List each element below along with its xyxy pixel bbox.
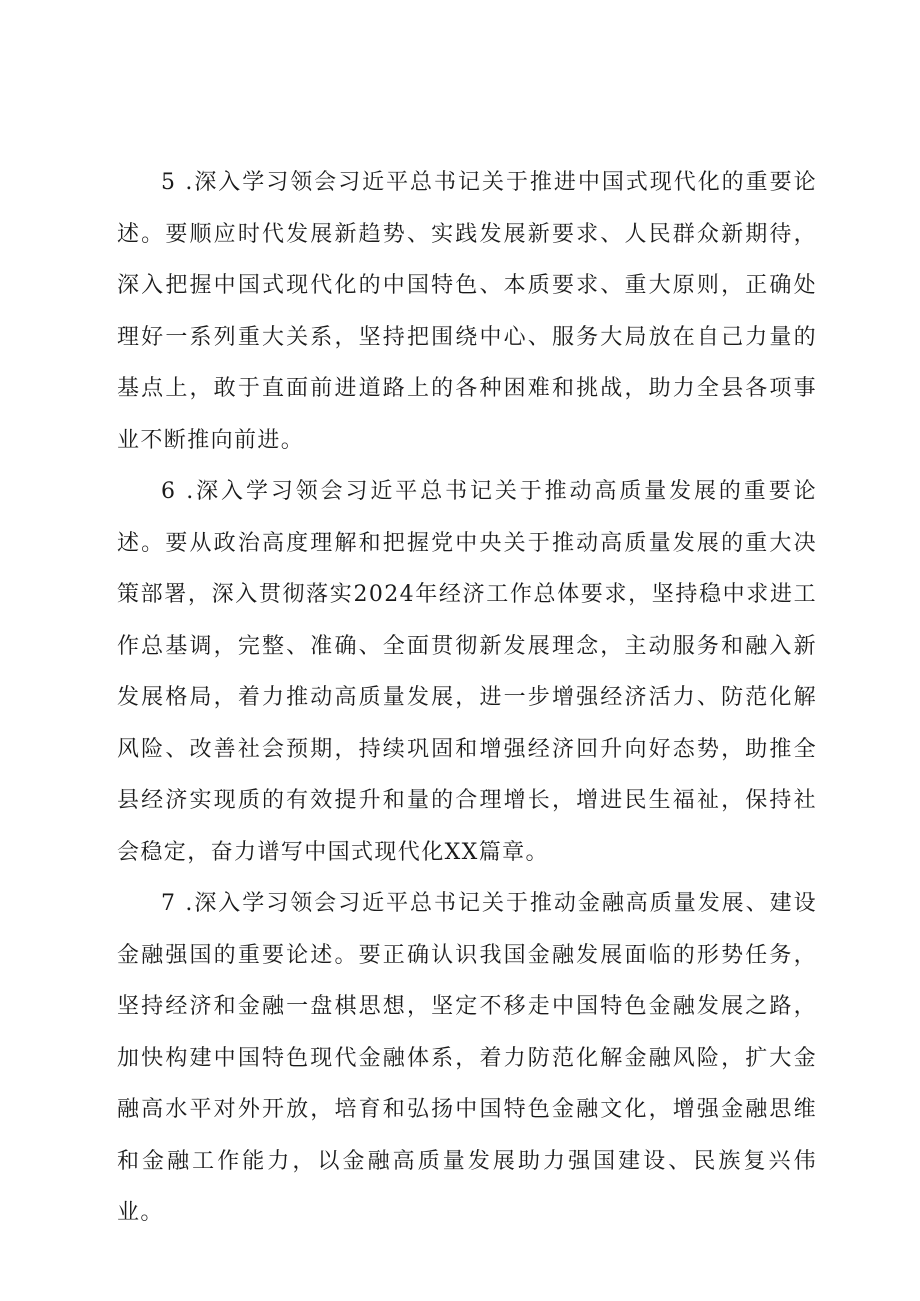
paragraph-6: 6 .深入学习领会习近平总书记关于推动高质量发展的重要论述。要从政治高度理解和把握党中央关于推动高质量发展的重大决策部署，深入贯彻落实2024年经济工作总体要求，坚持稳中求进工作总基调，完整、准确、全面贯彻新发展理念，主动服务和融入新发展格局，着力推动高质量发展，进一步增强经济活力、防范化解风险、改善社会预期，持续巩固和增强经济回升向好态势，助推全县经济实现质的有效提升和量的合理增长，增进民生福祉，保持社会稳定，奋力谱写中国式现代化XX篇章。 bbox=[117, 479, 817, 865]
paragraph-7: 7 .深入学习领会习近平总书记关于推动金融高质量发展、建设金融强国的重要论述。要正确认识我国金融发展面临的形势任务，坚持经济和金融一盘棋思想，坚定不移走中国特色金融发展之路，加快构建中国特色现代金融体系，着力防范化解金融风险，扩大金融高水平对外开放，培育和弘扬中国特色金融文化，增强金融思维和金融工作能力，以金融高质量发展助力强国建设、民族复兴伟业。 bbox=[117, 891, 817, 1225]
document-body bbox=[117, 157, 817, 1239]
paragraph-5: 5 .深入学习领会习近平总书记关于推进中国式现代化的重要论述。要顺应时代发展新趋势、实践发展新要求、人民群众新期待，深入把握中国式现代化的中国特色、本质要求、重大原则，正确处理好一系列重大关系，坚持把围绕中心、服务大局放在自己力量的基点上，敢于直面前进道路上的各种困难和挑战，助力全县各项事业不断推向前进。 bbox=[117, 170, 817, 453]
